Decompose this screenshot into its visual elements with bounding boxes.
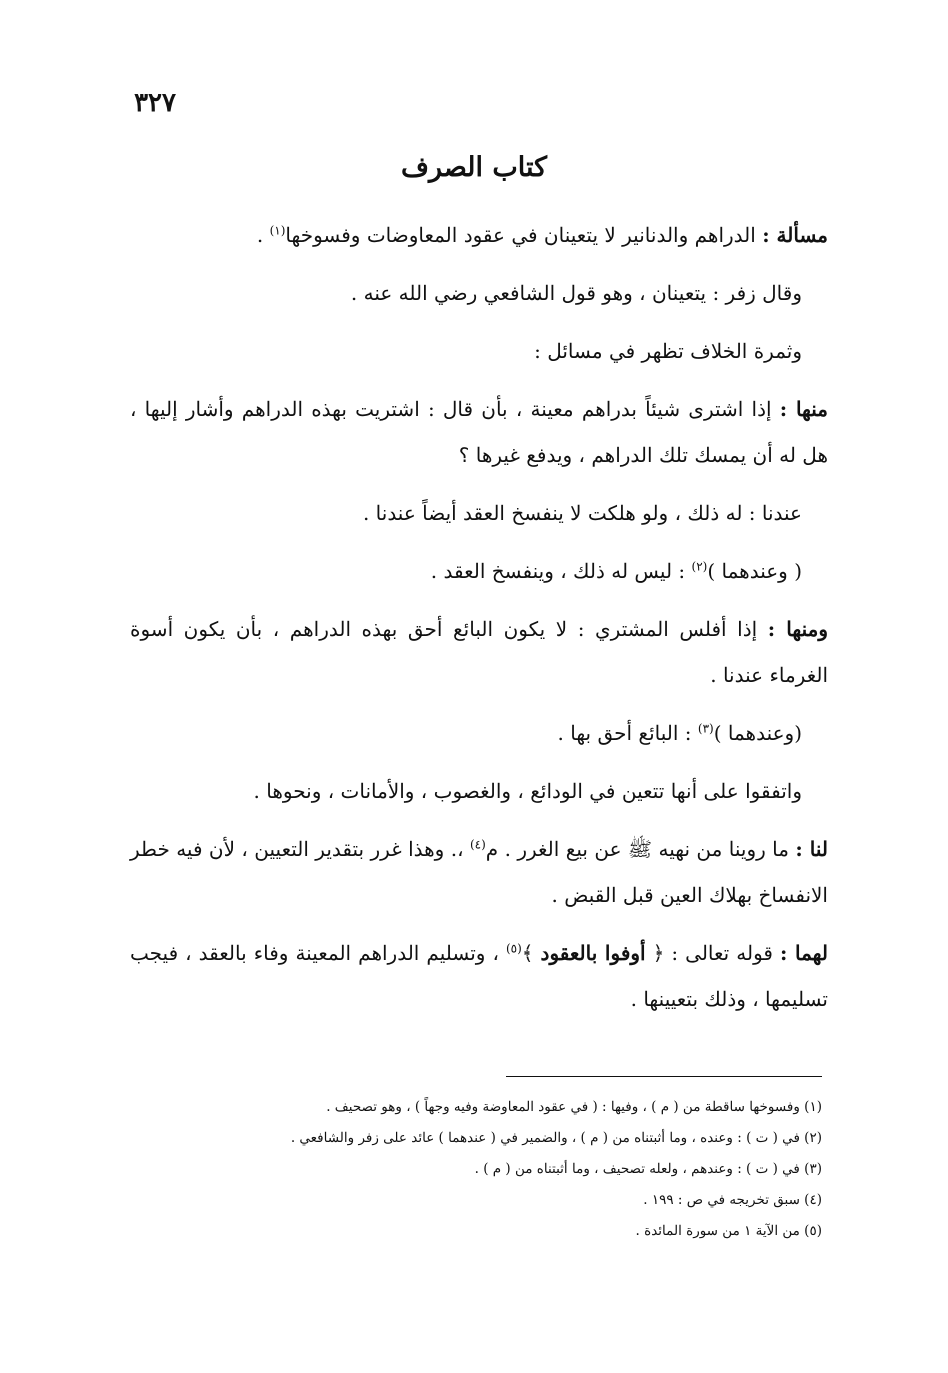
paragraph-text-2: ﴾ (521, 941, 541, 965)
paragraph-wa-minha (130, 606, 828, 698)
paragraph-text: ( وعندهما ) (707, 559, 802, 583)
quran-phrase: أوفوا بالعقود (540, 941, 646, 965)
paragraph-text: وثمرة الخلاف تظهر في مسائل : (534, 339, 802, 363)
paragraph-lead: لهما : (780, 941, 828, 965)
footnote-5: (٥) من الآية ١ من سورة المائدة . (635, 1223, 822, 1239)
paragraph-indana (130, 490, 828, 536)
page-number: ٣٢٧ (134, 88, 176, 118)
paragraph-lead: لنا : (795, 837, 829, 861)
paragraph-text: واتفقوا على أنها تتعين في الودائع ، والغصوب ، والأمانات ، ونحوها . (253, 779, 802, 803)
paragraph-indahuma-2 (130, 710, 828, 756)
paragraph-tail: . (256, 223, 270, 247)
paragraph-tail: ،. وهذا غرر بتقدير التعيين ، لأن فيه خطر الانفساخ بهلاك العين قبل القبض . (130, 837, 828, 907)
paragraph-text: وقال زفر : يتعينان ، وهو قول الشافعي رضي الله عنه . (350, 281, 802, 305)
paragraph-text: (وعندهما ) (713, 721, 802, 745)
footnote-1: (١) وفسوخها ساقطة من ( م ) ، وفيها : ( في عقود المعاوضة وفيه وجهاً ) ، وهو تصحيف . (326, 1099, 822, 1115)
paragraph-text: الدراهم والدنانير لا يتعينان في عقود المعاوضات وفسوخها (285, 223, 763, 247)
paragraph-text: قوله تعالى : ﴿ (645, 941, 780, 965)
paragraph-indahuma-1 (130, 548, 828, 594)
paragraph-minha (130, 386, 828, 478)
footnote-3: (٣) في ( ت ) : وعندهم ، ولعله تصحيف ، وما أثبتناه من ( م ) . (474, 1161, 822, 1177)
paragraph-lead: منها : (779, 397, 829, 421)
paragraph-zufar (130, 270, 828, 316)
footnote-4: (٤) سبق تخريجه في ص : ١٩٩ . (643, 1192, 822, 1208)
footnote-ref: (١) (269, 223, 286, 238)
paragraph-lead: ومنها : (767, 617, 828, 641)
body-text (130, 212, 828, 1034)
paragraph-text: إذا أفلس المشتري : لا يكون البائع أحق بهذه الدراهم ، بأن يكون أسوة الغرماء عندنا . (130, 617, 828, 687)
footnote-2: (٢) في ( ت ) : وعنده ، وما أثبتناه من ( م ) ، والضمير في ( عندهما ) عائد على زفر والشافعي . (290, 1130, 822, 1146)
paragraph-text: ما روينا من نهيه ﷺ عن بيع الغرر . م (485, 837, 796, 861)
paragraph-lead: مسألة : (762, 223, 828, 247)
paragraph-lana (130, 826, 828, 918)
paragraph-lahuma (130, 930, 828, 1022)
footnote-ref: (٣) (697, 721, 714, 736)
chapter-title: كتاب الصرف (400, 152, 548, 183)
paragraph-tail: : البائع أحق بها . (557, 721, 698, 745)
paragraph-thamara (130, 328, 828, 374)
paragraph-text: إذا اشترى شيئاً بدراهم معينة ، بأن قال : اشتريت بهذه الدراهم وأشار إليها ، هل له أن يمسك تلك الدراهم ، ويدفع غيرها ؟ (130, 397, 828, 467)
paragraph-masala (130, 212, 828, 258)
footnote-ref: (٢) (691, 559, 708, 574)
paragraph-ittafaqu (130, 768, 828, 814)
footnote-ref: (٤) (469, 837, 486, 852)
footnote-divider (506, 1076, 822, 1077)
paragraph-text: عندنا : له ذلك ، ولو هلكت لا ينفسخ العقد أيضاً عندنا . (362, 501, 802, 525)
footnotes (122, 1092, 822, 1247)
paragraph-tail: : ليس له ذلك ، وينفسخ العقد . (430, 559, 692, 583)
footnote-ref: (٥) (505, 941, 522, 956)
paragraph-tail: ، وتسليم الدراهم المعينة وفاء بالعقد ، فيجب تسليمها ، وذلك بتعيينها . (130, 941, 828, 1011)
